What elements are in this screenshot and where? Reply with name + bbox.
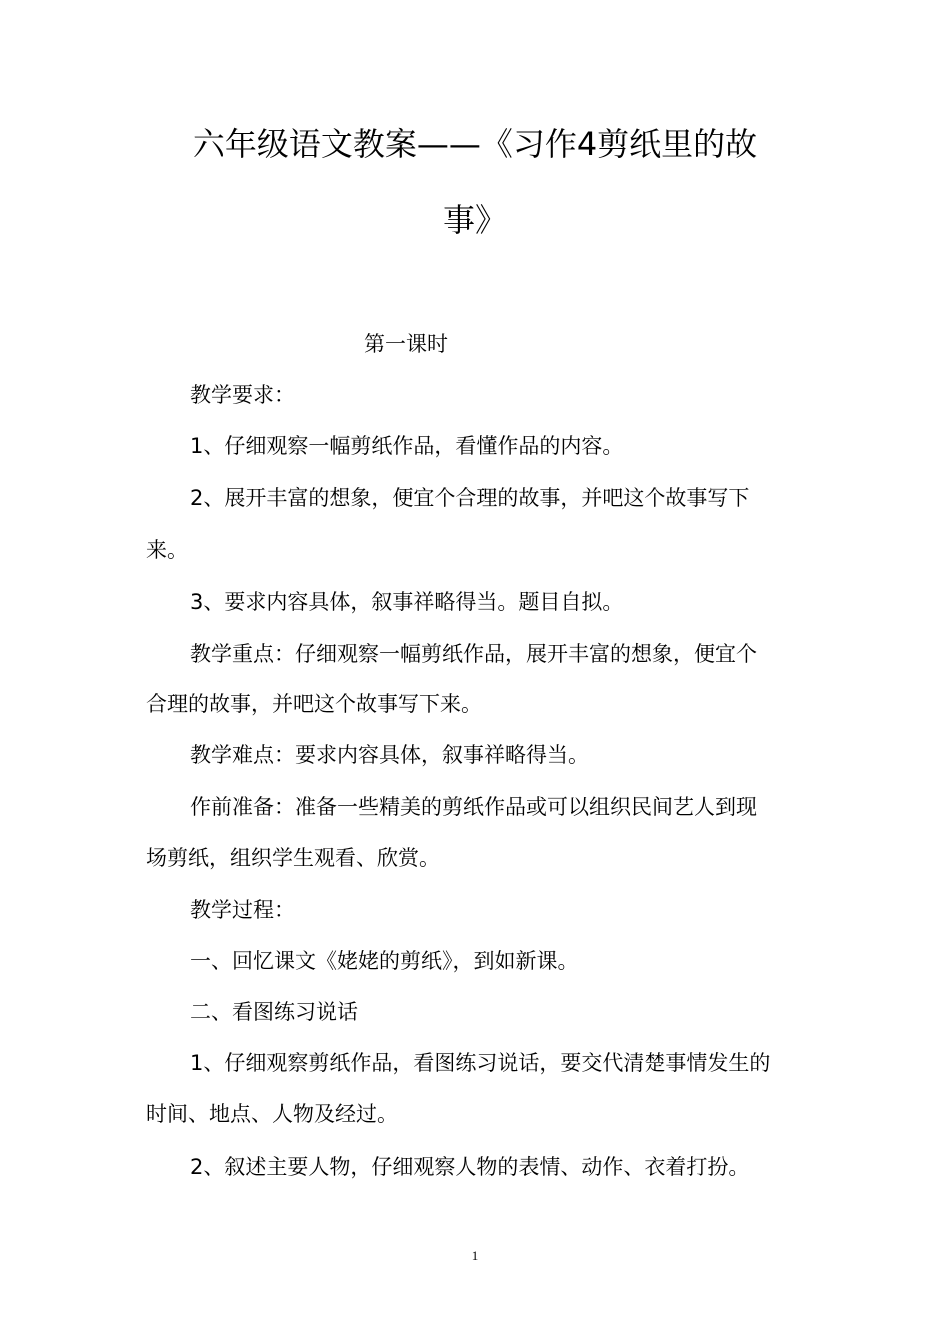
teaching-process-heading: 教学过程： — [190, 898, 295, 922]
teaching-requirements-heading: 教学要求： — [190, 383, 295, 407]
teaching-focus-continued: 合理的故事，并吧这个故事写下来。 — [146, 692, 482, 716]
lesson-period-heading: 第一课时 — [364, 332, 448, 356]
document-title-line-2: 事》 — [442, 201, 507, 239]
page-number: 1 — [471, 1248, 479, 1263]
process-step-2-item-1-continued: 时间、地点、人物及经过。 — [146, 1102, 398, 1126]
teaching-focus: 教学重点：仔细观察一幅剪纸作品，展开丰富的想象，便宜个 — [190, 642, 757, 666]
teaching-difficulty: 教学难点：要求内容具体，叙事祥略得当。 — [190, 743, 589, 767]
process-step-2-item-2: 2、叙述主要人物，仔细观察人物的表情、动作、衣着打扮。 — [190, 1155, 750, 1179]
process-step-2: 二、看图练习说话 — [190, 1000, 358, 1024]
document-title-line-1: 六年级语文教案——《习作4剪纸里的故 — [192, 125, 758, 163]
process-step-1: 一、回忆课文《姥姥的剪纸》，到如新课。 — [190, 949, 579, 973]
requirement-item-3: 3、要求内容具体，叙事祥略得当。题目自拟。 — [190, 590, 624, 614]
requirement-item-2-continued: 来。 — [146, 538, 188, 562]
requirement-item-2: 2、展开丰富的想象，便宜个合理的故事，并吧这个故事写下 — [190, 486, 750, 510]
preparation-continued: 场剪纸，组织学生观看、欣赏。 — [146, 846, 440, 870]
preparation: 作前准备：准备一些精美的剪纸作品或可以组织民间艺人到现 — [190, 795, 757, 819]
process-step-2-item-1: 1、仔细观察剪纸作品，看图练习说话，要交代清楚事情发生的 — [190, 1051, 771, 1075]
requirement-item-1: 1、仔细观察一幅剪纸作品，看懂作品的内容。 — [190, 434, 624, 458]
